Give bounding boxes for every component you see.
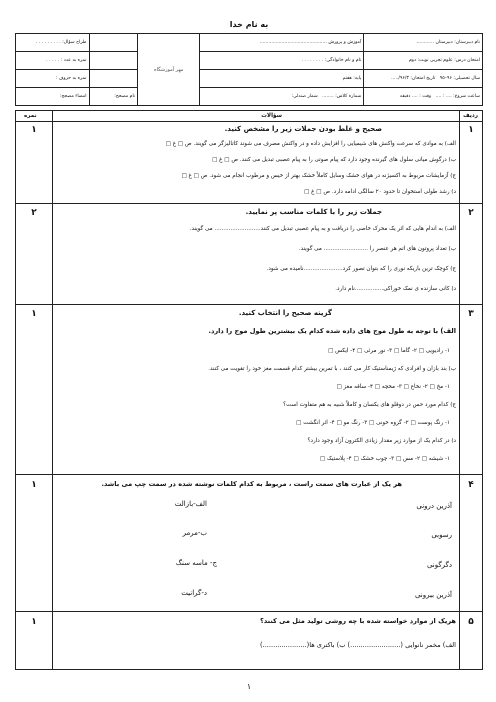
question-2-divider: [16, 304, 482, 305]
date-label: تاریخ امتحان: ۹۶/۳/.....: [391, 76, 436, 81]
question-4-left-c: ج- ماسه سنگ: [175, 559, 217, 567]
designer-label: طراح سؤال:: [62, 40, 87, 45]
question-3-part-c-options: ۱- رنگ پوست □ ۲- گروه خونی □ ۳- رنگ مو □ ۴- اثر انگشت □: [296, 420, 450, 426]
grader-signature-label: امضاء مصحح:: [59, 94, 87, 99]
score-column-header: نمره: [24, 113, 37, 119]
grade-label: پایه: هفتم: [342, 76, 362, 81]
question-3-title: گزینه صحیح را انتخاب کنید.: [238, 309, 332, 317]
question-4-left-a: الف-بازالت: [174, 500, 207, 508]
exam-page: [15, 16, 483, 698]
question-3-part-a: الف) با توجه به طول موج های داده شده کدام یک بیشترین طول موج را دارد.: [208, 327, 456, 335]
score-column-divider: [52, 111, 53, 669]
question-5-title: هریک از موارد خواسته شده با چه روشی تولید مثل می کنند؟: [260, 617, 456, 625]
exam-header-table: [15, 33, 483, 106]
question-4-left-b: ب-مرمر: [182, 529, 207, 537]
question-5-number: ۵: [468, 617, 474, 627]
question-4-right-3: دگرگونی: [426, 561, 452, 569]
question-4-right-2: رسوبی: [431, 531, 452, 539]
school-label: نام دبیرستان:: [454, 40, 480, 45]
question-4-divider: [16, 611, 482, 612]
year-label: سال تحصیلی: ۹۶–۹۵: [439, 76, 480, 81]
question-1-number: ۱: [468, 125, 474, 135]
duration-label: وقت : .... دقیقه: [400, 94, 432, 99]
subject-label: امتحان درس:: [454, 58, 480, 63]
grader-name-label: نام مصحح:: [114, 94, 136, 99]
school-stamp: مهر آموزشگاه: [153, 66, 184, 73]
question-4-left-d: د-گرانیت: [181, 589, 207, 597]
question-1-divider: [16, 203, 482, 204]
row-column-divider: [459, 111, 460, 669]
score-number-label: نمره به عدد :: [60, 58, 87, 63]
bismillah-title: به نام خدا: [229, 20, 269, 29]
question-3-number: ۳: [468, 309, 474, 319]
question-4-title: هر یک از عبارت های سمت راست ، مربوط به کدام کلمات نوشته شده در سمت چپ می باشد.: [101, 480, 402, 488]
question-3-part-d-options: ۱- شیشه □ ۲- مس □ ۳- چوب خشک □ ۴- پلاستیک □: [319, 456, 450, 462]
question-1-line-d: د) رشد طولی استخوان تا حدود ۲۰ سالگی ادامه دارد. ص □ غ □: [304, 189, 456, 195]
question-5-score: ۱: [31, 617, 37, 627]
seat-label: شمار صندلی:: [291, 94, 318, 99]
question-1-line-c: ج) آزمایشات مربوط به اکسیژنه در هوای خشک وسایل کاملاً خشک بهتر از خیس و مرطوب انجام می شود. ص □ غ □: [181, 173, 456, 179]
question-5-line-a: الف) مخمر نانوایی (........................) ب) باکتری ها(.....................): [260, 641, 456, 649]
question-1-line-b: ب) درگوش میانی سلول های گیرنده وجود دارد که پیام صوتی را به پیام عصبی تبدیل می کنند. ص □ غ □: [212, 157, 456, 163]
question-1-title: صحیح و غلط بودن جملات زیر را مشخص کنید.: [224, 125, 382, 133]
score-word-label: نمره به حروف :: [55, 76, 87, 81]
designer-value: . . . . . . . . .: [35, 40, 61, 45]
name-label: نام و نام خانوادگی:: [324, 58, 362, 63]
question-3-score: ۱: [31, 309, 37, 319]
org-dots: ................................: [259, 40, 307, 45]
page-number: ۱: [246, 682, 252, 691]
question-3-part-b-options: ۱- مخ □ ۲- نخاع □ ۳- مخچه □ ۴- ساقه مغز □: [336, 384, 450, 390]
class-label: شماره کلاس: ........: [322, 94, 362, 99]
questions-table: [15, 110, 483, 670]
question-3-part-d: د) در کدام یک از موارد زیر مقدار زیادی الکترون آزاد وجود دارد؟: [307, 438, 456, 444]
school-value: دبیرستان ............: [416, 40, 453, 45]
row-column-header: ردیف: [463, 113, 478, 119]
question-3-divider: [16, 474, 482, 475]
question-1-score: ۱: [31, 125, 37, 135]
questions-column-header: سؤالات: [261, 113, 282, 119]
question-2-line-c: ج) کوچک ترین باریکه نوری را که بتوان تصور کرد......................نامیده می شود.: [266, 266, 456, 272]
question-2-score: ۲: [31, 208, 37, 218]
question-2-number: ۲: [468, 208, 474, 218]
question-3-part-b: ب) بند بازان و افرادی که ژیمناستیک کار می کنند ، با تمرین بیشتر کدام قسمت مغز خود را تقویت می کنند.: [208, 366, 456, 372]
question-1-line-a: الف) به موادی که سرعت واکنش های شیمیایی را افزایش داده و در واکنش مصرف می شوند کاتالیزگر می گویند. ص □ غ □: [165, 141, 456, 147]
question-3-part-c: ج) کدام مورد حس در دوقلو های یکسان و کاملاً شبیه به هم متفاوت است؟: [283, 402, 456, 408]
question-2-title: جملات زیر را با کلمات مناسب پر نمایید.: [245, 208, 382, 216]
question-2-line-b: ب) تعداد پروتون های اتم هر عنصر را ......................... می گویند.: [298, 246, 456, 252]
question-4-score: ۱: [31, 480, 37, 490]
start-time-label: ساعت شروع: .... : ....: [435, 94, 480, 99]
question-4-right-1: آذرین درونی: [416, 502, 452, 510]
question-2-line-a: الف) به اندام هایی که اثر یک محرک خاصی را دریافت و به پیام عصبی تبدیل می کنند.......................... می گویند.: [189, 226, 456, 232]
question-2-line-d: د) کانی سازنده ی نمک خوراکی................نام دارد.: [335, 286, 456, 292]
question-4-right-4: آذرین بیرونی: [414, 591, 452, 599]
question-4-number: ۴: [468, 480, 474, 490]
org-label: آموزش و پرورش ..............: [306, 40, 362, 45]
question-3-part-a-options: ۱- رادیویی □ ۲- گاما □ ۳- نور مرئی □ ۴- ایکس □: [328, 348, 450, 354]
subject-value: علوم تجربی نوبت: دوم: [408, 58, 453, 63]
score-number-value: . . . . .: [46, 58, 60, 63]
name-value: . . . . . . . .: [301, 58, 324, 63]
columns-header: [16, 111, 482, 122]
